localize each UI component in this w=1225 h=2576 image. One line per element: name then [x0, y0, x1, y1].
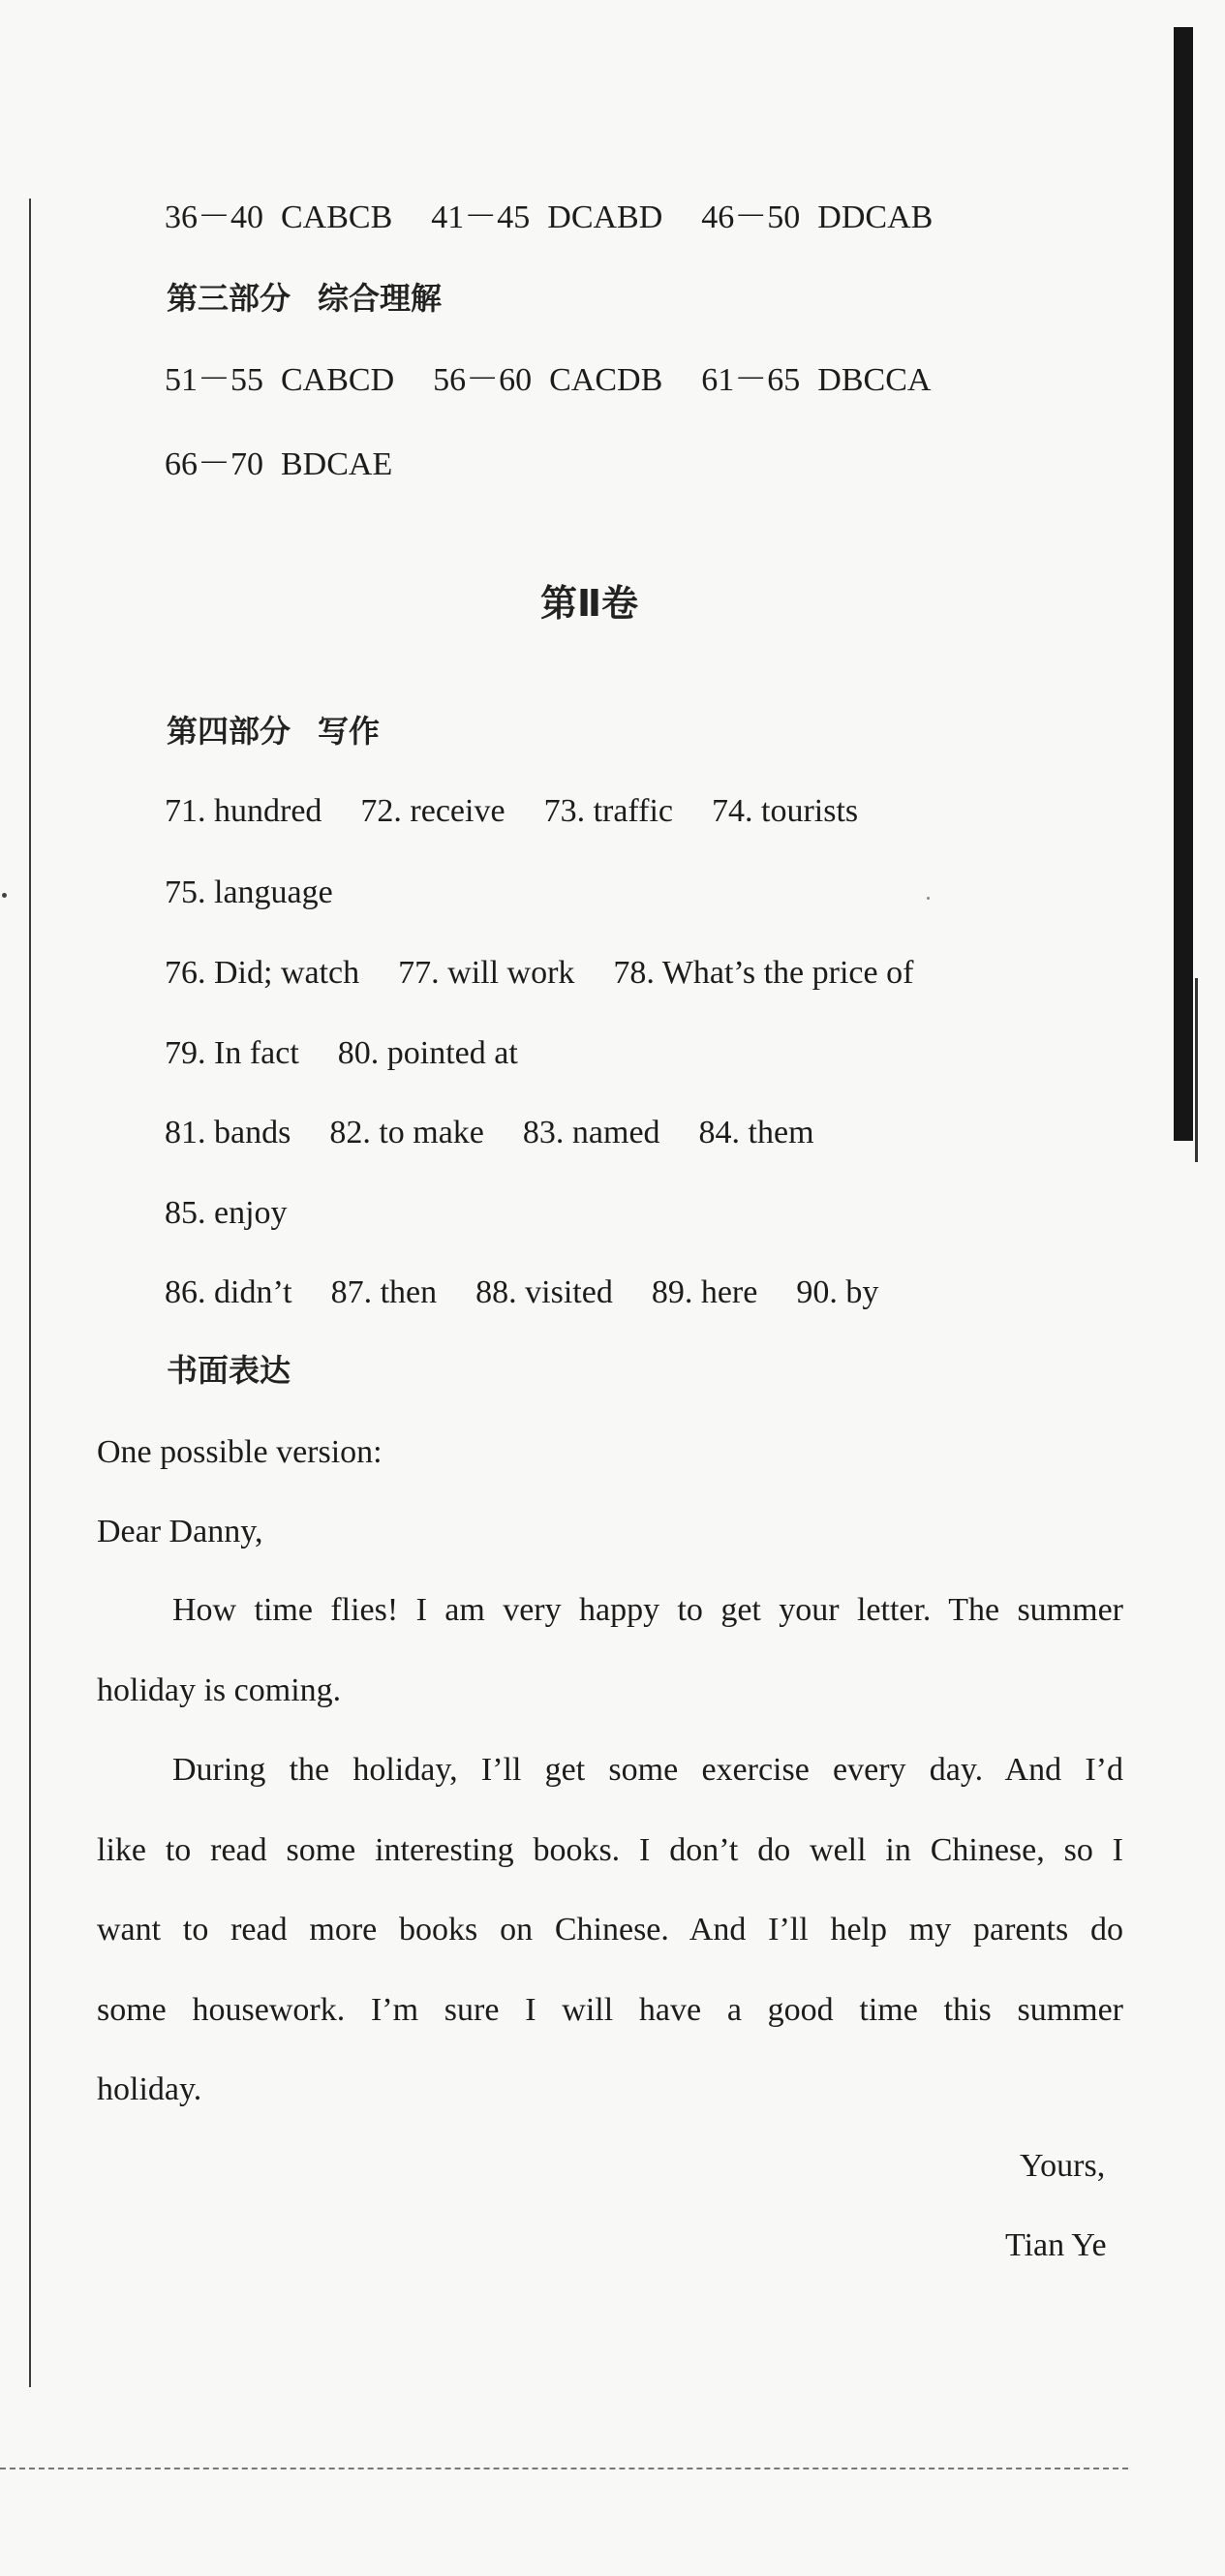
- letter-p1-line1: How time flies! I am very happy to get your letter. The summer: [172, 1592, 1123, 1628]
- answer-item: 87. then: [330, 1274, 438, 1310]
- answer-row-76-78: [165, 954, 913, 993]
- answer-item: 84. them: [698, 1115, 814, 1150]
- part3-heading: [167, 279, 442, 318]
- part4-heading: [167, 712, 380, 751]
- part-label: 第三部分: [167, 280, 291, 317]
- part-subtitle: 写作: [318, 713, 381, 750]
- answer-item: 73. traffic: [543, 793, 673, 829]
- letter-p2-line5: holiday.: [97, 2071, 202, 2107]
- range-label: 46－50: [701, 199, 801, 235]
- answer-row-66-70: [165, 445, 392, 484]
- answer-row-79-80: [165, 1034, 518, 1073]
- range-label: 61－65: [701, 362, 801, 398]
- letter-greeting: Dear Danny,: [97, 1514, 263, 1549]
- range-label: 56－60: [433, 362, 533, 398]
- answer-item: 76. Did; watch: [165, 955, 360, 991]
- answer-row-86-90: [165, 1273, 878, 1312]
- answer-item: 89. here: [651, 1274, 758, 1310]
- answer-letters: DCABD: [547, 199, 663, 235]
- answer-row-51-65: [165, 361, 931, 400]
- answer-item: 71. hundred: [165, 793, 322, 829]
- part-subtitle: 综合理解: [318, 280, 443, 317]
- sample-intro: One possible version:: [97, 1434, 383, 1470]
- answer-item: 74. tourists: [712, 793, 859, 829]
- letter-p2-line4: some housework. I’m sure I will have a good time this summer: [97, 1992, 1123, 2028]
- answer-row-75: [165, 874, 333, 912]
- answer-item: 86. didn’t: [165, 1274, 292, 1310]
- letter-p1-line2: holiday is coming.: [97, 1672, 342, 1708]
- answer-row-81-84: [165, 1114, 814, 1152]
- answer-item: 90. by: [796, 1274, 879, 1310]
- letter-p2-line2: like to read some interesting books. I don’t do well in Chinese, so I: [97, 1832, 1123, 1868]
- answer-item: 83. named: [522, 1115, 660, 1150]
- range-label: 66－70: [165, 446, 263, 482]
- answer-letters: DDCAB: [817, 199, 934, 235]
- letter-p2-line1: During the holiday, I’ll get some exercise every day. And I’d: [172, 1752, 1123, 1788]
- letter-signature: Tian Ye: [1005, 2227, 1107, 2263]
- answer-item: 85. enjoy: [165, 1195, 288, 1231]
- letter-p2-line3: want to read more books on Chinese. And I’ll help my parents do: [97, 1912, 1123, 1947]
- answer-item: 81. bands: [165, 1115, 291, 1150]
- dashed-divider: [0, 2468, 1128, 2469]
- answer-item: 78. What’s the price of: [613, 955, 914, 991]
- range-label: 41－45: [431, 199, 531, 235]
- letter-closing: Yours,: [1020, 2148, 1106, 2184]
- range-label: 36－40: [165, 199, 263, 235]
- answer-item: 82. to make: [329, 1115, 484, 1150]
- scan-edge-mark: [1195, 978, 1198, 1162]
- answer-item: 80. pointed at: [337, 1035, 518, 1071]
- answer-row-36-50: [165, 199, 933, 237]
- margin-dot: [2, 893, 7, 898]
- part-label: 第四部分: [167, 713, 291, 750]
- speck-dot: [927, 897, 930, 900]
- left-margin-rule: [29, 199, 31, 2387]
- scan-edge-shadow: [1174, 27, 1193, 1141]
- range-label: 51－55: [165, 362, 263, 398]
- answer-row-71-74: [165, 792, 858, 831]
- writing-heading: 书面表达: [167, 1352, 291, 1389]
- answer-row-85: [165, 1194, 288, 1233]
- answer-letters: CABCD: [281, 362, 395, 398]
- answer-letters: BDCAE: [281, 446, 393, 482]
- volume-title: 第Ⅱ卷: [540, 582, 639, 625]
- answer-item: 75. language: [165, 874, 333, 910]
- answer-item: 72. receive: [360, 793, 505, 829]
- answer-letters: CABCB: [281, 199, 393, 235]
- answer-item: 88. visited: [475, 1274, 613, 1310]
- answer-letters: DBCCA: [817, 362, 932, 398]
- answer-item: 79. In fact: [165, 1035, 299, 1071]
- answer-letters: CACDB: [549, 362, 663, 398]
- answer-item: 77. will work: [398, 955, 575, 991]
